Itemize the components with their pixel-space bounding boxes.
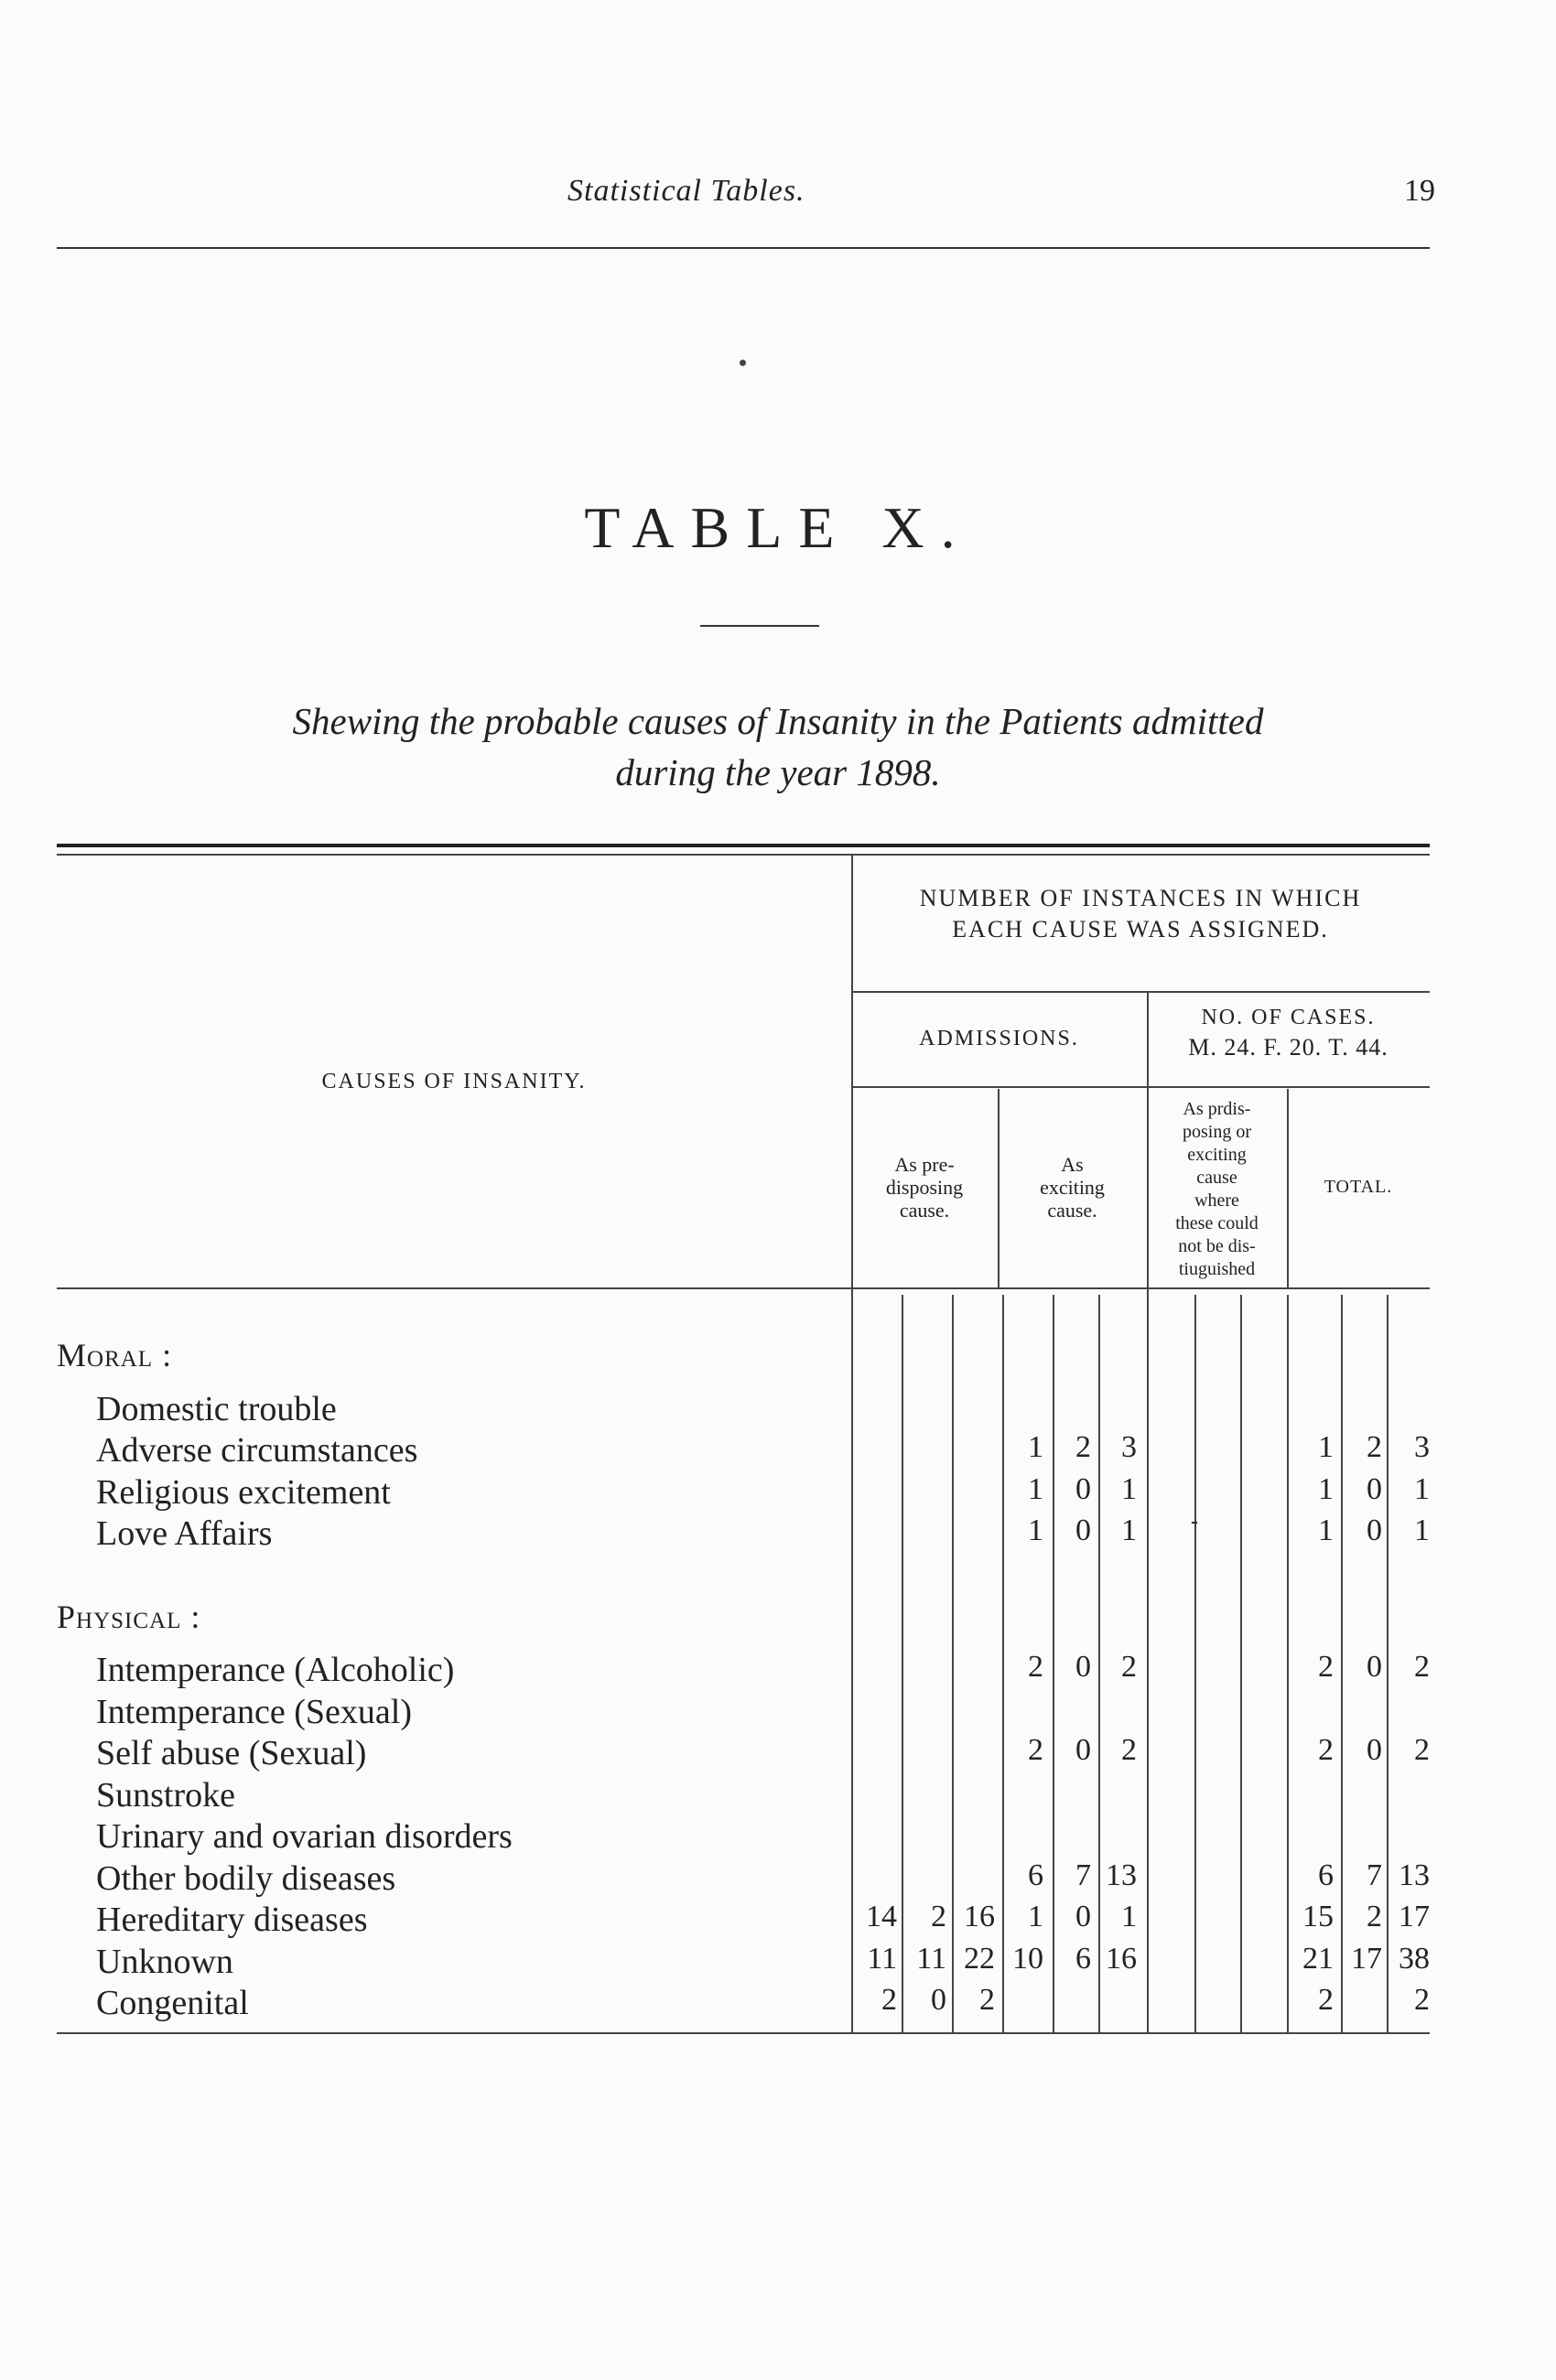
tot-m: 6 [1318,1858,1334,1892]
either-line: tiuguished [1178,1259,1256,1279]
subtitle-line-2: during the year 1898. [615,751,941,793]
row-label: Religious excitement [96,1473,391,1512]
pre-f: 11 [916,1942,946,1976]
pre-m: 11 [867,1942,897,1976]
exc-t: 2 [1121,1650,1137,1684]
tot-m: 2 [1318,1733,1334,1767]
admissions-header: ADMISSIONS. [919,1027,1079,1050]
cases-header: NO. OF CASES. [1201,1006,1376,1029]
col-line [1194,1295,1196,2032]
col-line [952,1295,954,2032]
either-line: these could [1175,1213,1259,1233]
predisposing-header [851,1153,998,1222]
running-head-title: Statistical Tables. [567,174,805,208]
row-label: Self abuse (Sexual) [96,1734,367,1772]
tot-f: 0 [1367,1733,1382,1767]
row-label: Intemperance (Alcoholic) [96,1651,455,1689]
causes-header: CAUSES OF INSANITY. [321,1070,587,1093]
tot-m: 15 [1302,1900,1334,1933]
tot-t: 2 [1414,1650,1430,1684]
predisposing-line: disposing [885,1176,964,1199]
ink-speck [740,360,746,366]
tot-t: 2 [1414,1983,1430,2017]
tot-m: 21 [1302,1942,1334,1976]
pre-t: 2 [979,1983,995,2017]
col-line [1341,1295,1343,2032]
row-label: Domestic trouble [96,1390,337,1428]
instances-header [851,883,1430,945]
exc-f: 7 [1075,1858,1091,1892]
row-label: Unknown [96,1943,233,1981]
exc-f: 2 [1075,1430,1091,1464]
tot-f: 0 [1367,1650,1382,1684]
exc-m: 1 [1028,1430,1043,1464]
tot-t: 38 [1399,1942,1430,1976]
instances-line-2: EACH CAUSE WAS ASSIGNED. [952,916,1329,942]
tot-m: 1 [1318,1430,1334,1464]
head-rule [57,247,1430,249]
exc-m: 10 [1012,1942,1043,1976]
tot-t: 2 [1414,1733,1430,1767]
pre-t: 22 [964,1942,995,1976]
title-rule [700,625,819,627]
table-top-rule [57,844,1430,847]
either-line: posing or [1183,1122,1251,1142]
either-header [1147,1098,1287,1281]
pre-m: 14 [866,1900,897,1933]
exc-f: 0 [1075,1650,1091,1684]
col-line [1002,1295,1004,2032]
instances-line-1: NUMBER OF INSTANCES IN WHICH [919,885,1362,911]
pre-f: 0 [931,1983,946,2017]
row-label: Urinary and ovarian disorders [96,1817,513,1856]
exc-m: 1 [1028,1472,1043,1506]
row-label: Intemperance (Sexual) [96,1693,412,1731]
either-line: As prdis- [1183,1099,1251,1119]
exc-m: 2 [1028,1733,1043,1767]
pre-m: 2 [881,1983,897,2017]
table-top-rule-thin [57,854,1430,856]
either-line: cause [1196,1168,1237,1188]
col-line [1240,1295,1242,2032]
row-label: Love Affairs [96,1514,273,1553]
tot-t: 13 [1399,1858,1430,1892]
exc-f: 6 [1075,1942,1091,1976]
exc-m: 6 [1028,1858,1043,1892]
tot-m: 2 [1318,1650,1334,1684]
pre-t: 16 [964,1900,995,1933]
exc-m: 1 [1028,1900,1043,1933]
tot-t: 1 [1414,1472,1430,1506]
either-dash: - [1191,1510,1198,1534]
exc-m: 2 [1028,1650,1043,1684]
tot-f: 7 [1367,1858,1382,1892]
exc-t: 1 [1121,1472,1137,1506]
col-line [1387,1295,1389,2032]
tot-f: 0 [1367,1472,1382,1506]
tot-m: 1 [1318,1513,1334,1547]
total-header: TOTAL. [1324,1177,1393,1197]
tot-t: 17 [1399,1900,1430,1933]
either-line: not be dis- [1178,1236,1256,1256]
either-line: exciting [1187,1145,1247,1165]
cases-counts: M. 24. F. 20. T. 44. [1188,1034,1389,1061]
exc-f: 0 [1075,1513,1091,1547]
exc-t: 1 [1121,1513,1137,1547]
col-line [1287,1295,1289,2032]
exc-f: 0 [1075,1900,1091,1933]
group-rule [851,1086,1430,1088]
tot-f: 17 [1351,1942,1382,1976]
exc-t: 3 [1121,1430,1137,1464]
tot-f: 2 [1367,1900,1382,1933]
section-physical: Physical : [57,1599,201,1635]
instances-rule [851,991,1430,993]
row-label: Sunstroke [96,1776,235,1815]
table-title: TABLE X. [584,495,972,560]
table-subtitle [0,695,1556,798]
either-line: where [1194,1190,1239,1211]
exc-t: 1 [1121,1900,1137,1933]
exc-t: 16 [1106,1942,1137,1976]
pre-f: 2 [931,1900,946,1933]
exc-m: 1 [1028,1513,1043,1547]
tot-m: 2 [1318,1983,1334,2017]
row-label: Hereditary diseases [96,1901,368,1939]
tot-t: 1 [1414,1513,1430,1547]
page-number: 19 [1404,174,1435,208]
section-moral: Moral : [57,1337,173,1373]
exc-f: 0 [1075,1733,1091,1767]
subtitle-line-1: Shewing the probable causes of Insanity in the Patients admitted [292,700,1264,742]
col-line [902,1295,903,2032]
exc-t: 13 [1106,1858,1137,1892]
exciting-line: exciting [1040,1176,1105,1199]
tot-f: 2 [1367,1430,1382,1464]
table-bottom-rule [57,2032,1430,2034]
tot-f: 0 [1367,1513,1382,1547]
predisposing-line: cause. [899,1199,950,1222]
predisposing-line: As pre- [894,1153,955,1176]
row-label: Other bodily diseases [96,1859,396,1898]
exc-t: 2 [1121,1733,1137,1767]
exciting-line: As [1061,1153,1084,1176]
row-label: Adverse circumstances [96,1431,418,1470]
exc-f: 0 [1075,1472,1091,1506]
exciting-header [998,1153,1147,1222]
exciting-line: cause. [1047,1199,1097,1222]
running-head [0,174,1556,210]
tot-m: 1 [1318,1472,1334,1506]
tot-t: 3 [1414,1430,1430,1464]
row-label: Congenital [96,1984,249,2022]
header-bottom-rule [57,1287,1430,1289]
